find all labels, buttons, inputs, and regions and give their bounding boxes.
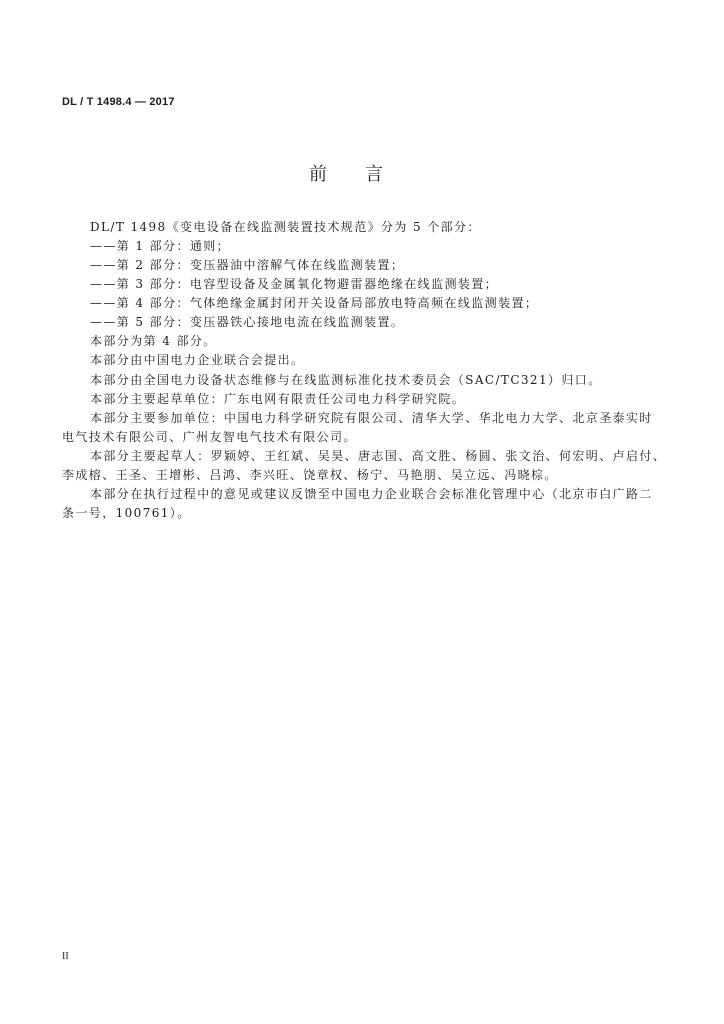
- body-line: DL/T 1498《变电设备在线监测装置技术规范》分为 5 个部分：: [90, 220, 481, 234]
- body-line: ——第 5 部分：变压器铁心接地电流在线监测装置。: [90, 315, 405, 330]
- paragraph: [62, 390, 668, 409]
- body-line: 本部分主要起草单位：广东电网有限责任公司电力科学研究院。: [90, 391, 466, 406]
- body-line: ——第 2 部分：变压器油中溶解气体在线监测装置；: [90, 258, 405, 273]
- standard-code: DL / T 1498.4 — 2017: [62, 96, 175, 108]
- body-line: 李成榕、王圣、王增彬、吕鸿、李兴旺、饶章权、杨宁、马艳朋、吴立远、冯晓棕。: [62, 467, 558, 482]
- body-line: ——第 4 部分：气体绝缘金属封闭开关设备局部放电特高频在线监测装置；: [90, 296, 539, 311]
- body-line: ——第 3 部分：电容型设备及金属氧化物避雷器绝缘在线监测装置；: [90, 277, 499, 292]
- paragraph: [62, 447, 668, 485]
- body-line: 本部分由全国电力设备状态维修与在线监测标准化技术委员会（SAC/TC321）归口。: [90, 372, 602, 387]
- page-number: II: [62, 951, 69, 962]
- list-item: [62, 294, 668, 313]
- body-line: 条一号，100761）。: [62, 505, 191, 520]
- list-item: [62, 237, 668, 256]
- paragraph: [62, 485, 668, 523]
- paragraph: [62, 371, 668, 390]
- body-line: ——第 1 部分：通则；: [90, 239, 231, 254]
- preface-body: [62, 218, 668, 523]
- paragraph: [62, 332, 668, 351]
- body-line: 本部分主要参加单位：中国电力科学研究院有限公司、清华大学、华北电力大学、北京圣泰实时: [90, 410, 653, 425]
- paragraph: [62, 409, 668, 447]
- paragraph: [62, 351, 668, 370]
- list-item: [62, 256, 668, 275]
- list-item: [62, 275, 668, 294]
- body-line: 本部分主要起草人：罗颖婷、王红斌、吴昊、唐志国、高文胜、杨圆、张文治、何宏明、卢启付、: [90, 448, 667, 463]
- body-line: 本部分为第 4 部分。: [90, 334, 217, 349]
- body-line: 电气技术有限公司、广州友智电气技术有限公司。: [62, 429, 357, 444]
- list-item: [62, 313, 668, 332]
- body-line: 本部分在执行过程中的意见或建议反馈至中国电力企业联合会标准化管理中心（北京市白广路二: [90, 486, 653, 501]
- paragraph-intro: [62, 218, 668, 237]
- body-line: 本部分由中国电力企业联合会提出。: [90, 353, 305, 368]
- section-title: 前言: [309, 164, 421, 185]
